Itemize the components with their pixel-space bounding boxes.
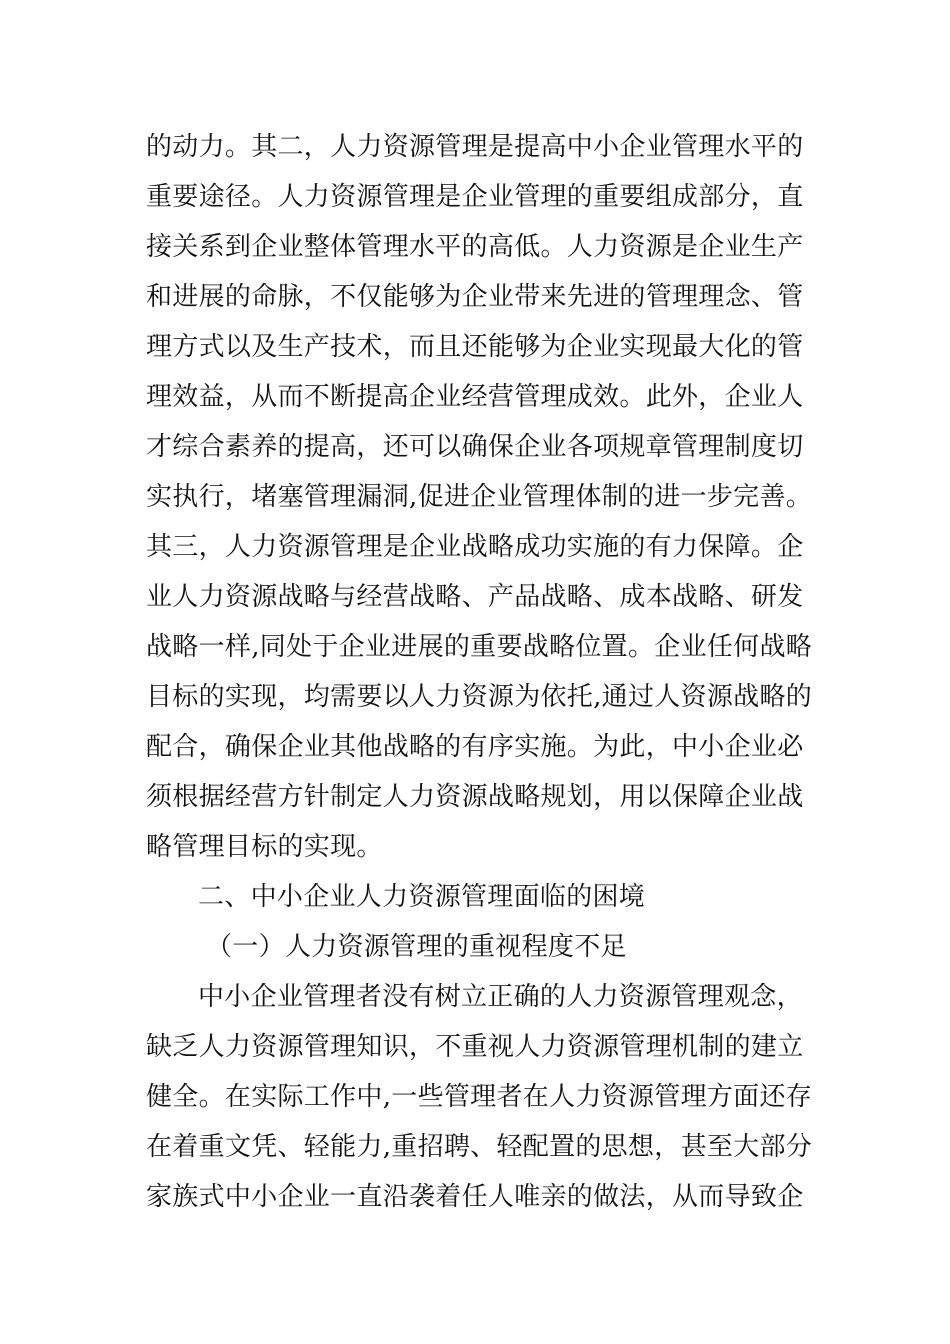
paragraph-line: 家族式中小企业一直沿袭着任人唯亲的做法，从而导致企: [146, 1182, 804, 1212]
paragraph-line: 和进展的命脉，不仅能够为企业带来先进的管理理念、管: [146, 282, 804, 312]
body-text: [146, 122, 813, 1222]
paragraph-line: 其三，人力资源管理是企业战略成功实施的有力保障。企: [146, 532, 804, 562]
paragraph-line: 战略一样,同处于企业进展的重要战略位置。企业任何战略: [146, 632, 813, 662]
paragraph-line: 接关系到企业整体管理水平的高低。人力资源是企业生产: [146, 232, 804, 262]
paragraph-line: 目标的实现，均需要以人力资源为依托,通过人资源战略的: [146, 682, 813, 712]
paragraph-line: 重要途径。人力资源管理是企业管理的重要组成部分，直: [146, 182, 804, 212]
paragraph-line: 配合，确保企业其他战略的有序实施。为此，中小企业必: [146, 732, 804, 762]
paragraph-line: 业人力资源战略与经营战略、产品战略、成本战略、研发: [146, 582, 804, 612]
paragraph-line: 才综合素养的提高，还可以确保企业各项规章管理制度切: [146, 432, 804, 462]
paragraph-line: 健全。在实际工作中,一些管理者在人力资源管理方面还存: [146, 1082, 813, 1112]
paragraph-line: 的动力。其二，人力资源管理是提高中小企业管理水平的: [146, 132, 804, 162]
paragraph-line: 须根据经营方针制定人力资源战略规划，用以保障企业战: [146, 782, 804, 812]
paragraph-line: 略管理目标的实现。: [146, 832, 383, 862]
paragraph-line: 中小企业管理者没有树立正确的人力资源管理观念，: [198, 982, 803, 1012]
paragraph-line: 在着重文凭、轻能力,重招聘、轻配置的思想，甚至大部分: [146, 1132, 813, 1162]
section-heading: 二、中小企业人力资源管理面临的困境: [198, 882, 646, 912]
paragraph-line: 实执行，堵塞管理漏洞,促进企业管理体制的进一步完善。: [146, 482, 813, 512]
paragraph-line: 理效益，从而不断提高企业经营管理成效。此外，企业人: [146, 382, 804, 412]
paragraph-line: 理方式以及生产技术，而且还能够为企业实现最大化的管: [146, 332, 804, 362]
paragraph-line: 缺乏人力资源管理知识，不重视人力资源管理机制的建立: [146, 1032, 804, 1062]
subsection-heading: （一）人力资源管理的重视程度不足: [206, 932, 627, 962]
